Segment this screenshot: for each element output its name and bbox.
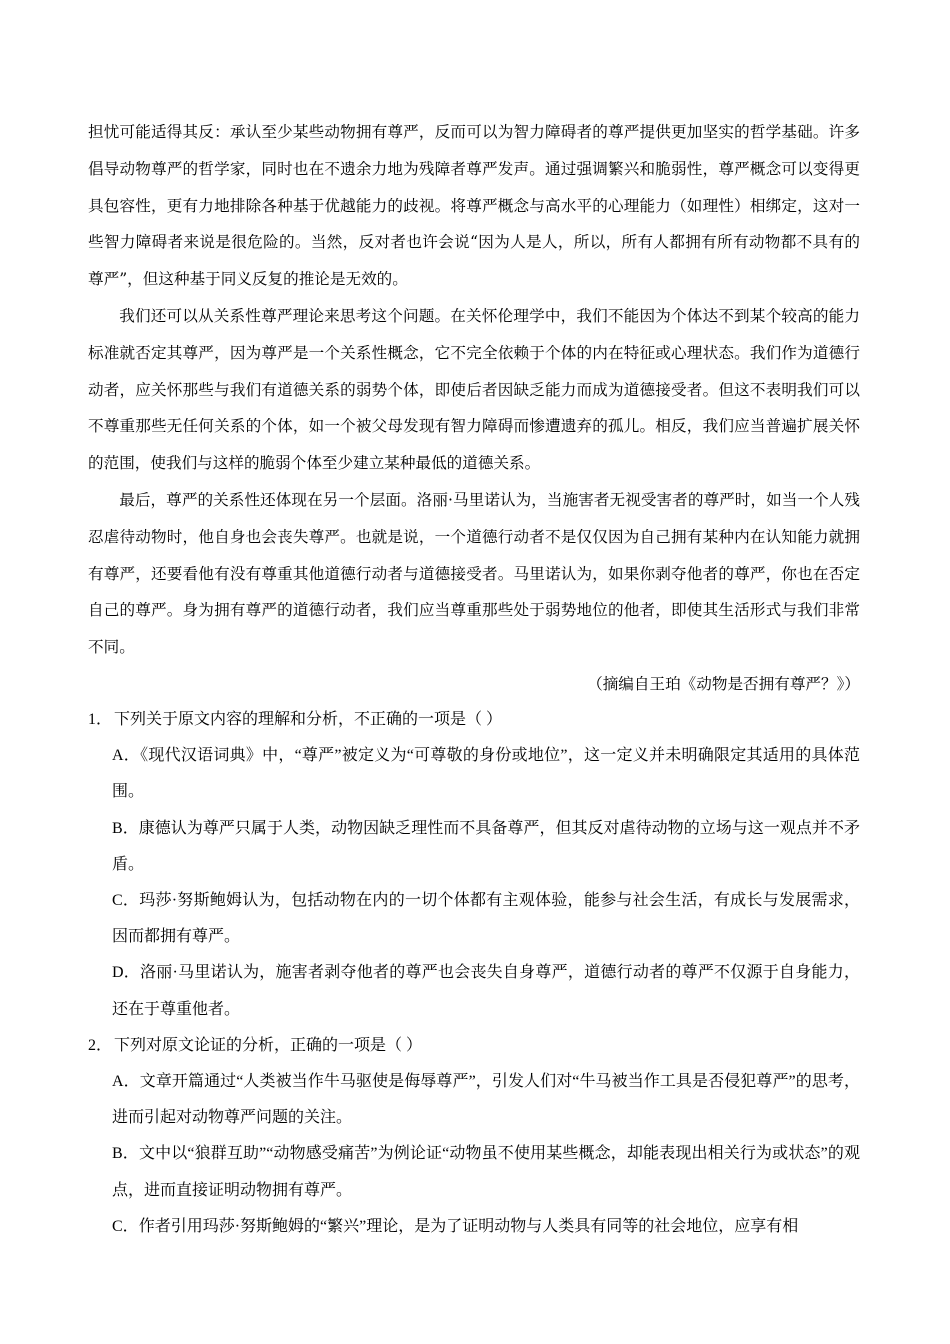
passage xyxy=(88,114,860,703)
question-text: 下列关于原文内容的理解和分析，不正确的一项是（ ） xyxy=(114,711,503,728)
question-1 xyxy=(88,702,860,1028)
question-stem xyxy=(88,1028,860,1064)
passage-paragraph-2: 我们还可以从关系性尊严理论来思考这个问题。在关怀伦理学中，我们不能因为个体达不到某个较高的能力标准就否定其尊严，因为尊严是一个关系性概念，它不完全依赖于个体的内在特征或心理状态。我们作为道德行动者，应关怀那些与我们有道德关系的弱势个体，即使后者因缺乏能力而成为道德接受者。但这不表明我们可以不尊重那些无任何关系的个体，如一个被父母发现有智力障碍而惨遭遗弃的孤儿。相反，我们应当普遍扩展关怀的范围，使我们与这样的脆弱个体至少建立某种最低的道德关系。 xyxy=(88,306,860,473)
option-letter: C． xyxy=(112,1217,139,1235)
option-letter: B． xyxy=(112,819,139,837)
question-number: 1． xyxy=(88,711,113,728)
option-text: 康德认为尊严只属于人类，动物因缺乏理性而不具备尊严，但其反对虐待动物的立场与这一观点并不矛盾。 xyxy=(112,819,860,873)
option-text: 文中以“狼群互助”“动物感受痛苦”为例论证“动物虽不使用某些概念，却能表现出相关行为或状态”的观点，进而直接证明动物拥有尊严。 xyxy=(112,1145,860,1199)
option-letter: D． xyxy=(112,964,141,982)
option-c[interactable] xyxy=(112,1209,860,1245)
option-text: 《现代汉语词典》中，“尊严”被定义为“可尊敬的身份或地位”，这一定义并未明确限定其适用的具体范围。 xyxy=(112,747,860,801)
option-letter: A． xyxy=(112,747,141,765)
passage-paragraph-3: 最后，尊严的关系性还体现在另一个层面。洛丽·马里诺认为，当施害者无视受害者的尊严时，如当一个人残忍虐待动物时，他自身也会丧失尊严。也就是说，一个道德行动者不是仅仅因为自己拥有某种内在认知能力就拥有尊严，还要看他有没有尊重其他道德行动者与道德接受者。马里诺认为，如果你剥夺他者的尊严，你也在否定自己的尊严。身为拥有尊严的道德行动者，我们应当尊重那些处于弱势地位的他者，即使其生活形式与我们非常不同。 xyxy=(88,490,860,657)
option-a[interactable] xyxy=(112,738,860,810)
question-number: 2． xyxy=(88,1036,113,1054)
option-c[interactable] xyxy=(112,883,860,955)
passage-paragraph-1: 担忧可能适得其反：承认至少某些动物拥有尊严，反而可以为智力障碍者的尊严提供更加坚实的哲学基础。许多倡导动物尊严的哲学家，同时也在不遗余力地为残障者尊严发声。通过强调繁兴和脆弱性，尊严概念可以变得更具包容性，更有力地排除各种基于优越能力的歧视。将尊严概念与高水平的心理能力（如理性）相绑定，这对一些智力障碍者来说是很危险的。当然，反对者也许会说“因为人是人，所以，所有人都拥有所有动物都不具有的尊严”，但这种基于同义反复的推论是无效的。 xyxy=(88,123,860,289)
option-letter: A． xyxy=(112,1073,140,1091)
option-letter: B． xyxy=(112,1145,139,1163)
question-text: 下列对原文论证的分析，正确的一项是（ ） xyxy=(114,1036,423,1054)
question-stem xyxy=(88,702,860,738)
option-text: 洛丽·马里诺认为，施害者剥夺他者的尊严也会丧失自身尊严，道德行动者的尊严不仅源于自身能力，还在于尊重他者。 xyxy=(112,964,860,1018)
option-text: 玛莎·努斯鲍姆认为，包括动物在内的一切个体都有主观体验，能参与社会生活，有成长与发展需求，因而都拥有尊严。 xyxy=(112,892,860,946)
option-b[interactable] xyxy=(112,1136,860,1208)
question-2 xyxy=(88,1028,860,1245)
option-letter: C． xyxy=(112,892,140,910)
passage-source: （摘编自王珀《动物是否拥有尊严？》） xyxy=(587,674,860,693)
option-d[interactable] xyxy=(112,955,860,1027)
option-text: 作者引用玛莎·努斯鲍姆的“繁兴”理论，是为了证明动物与人类具有同等的社会地位，应享有相 xyxy=(138,1217,799,1235)
option-a[interactable] xyxy=(112,1064,860,1136)
option-text: 文章开篇通过“人类被当作牛马驱使是侮辱尊严”，引发人们对“牛马被当作工具是否侵犯尊严”的思考，进而引起对动物尊严问题的关注。 xyxy=(112,1073,860,1127)
option-b[interactable] xyxy=(112,811,860,883)
question-list xyxy=(88,702,860,1245)
